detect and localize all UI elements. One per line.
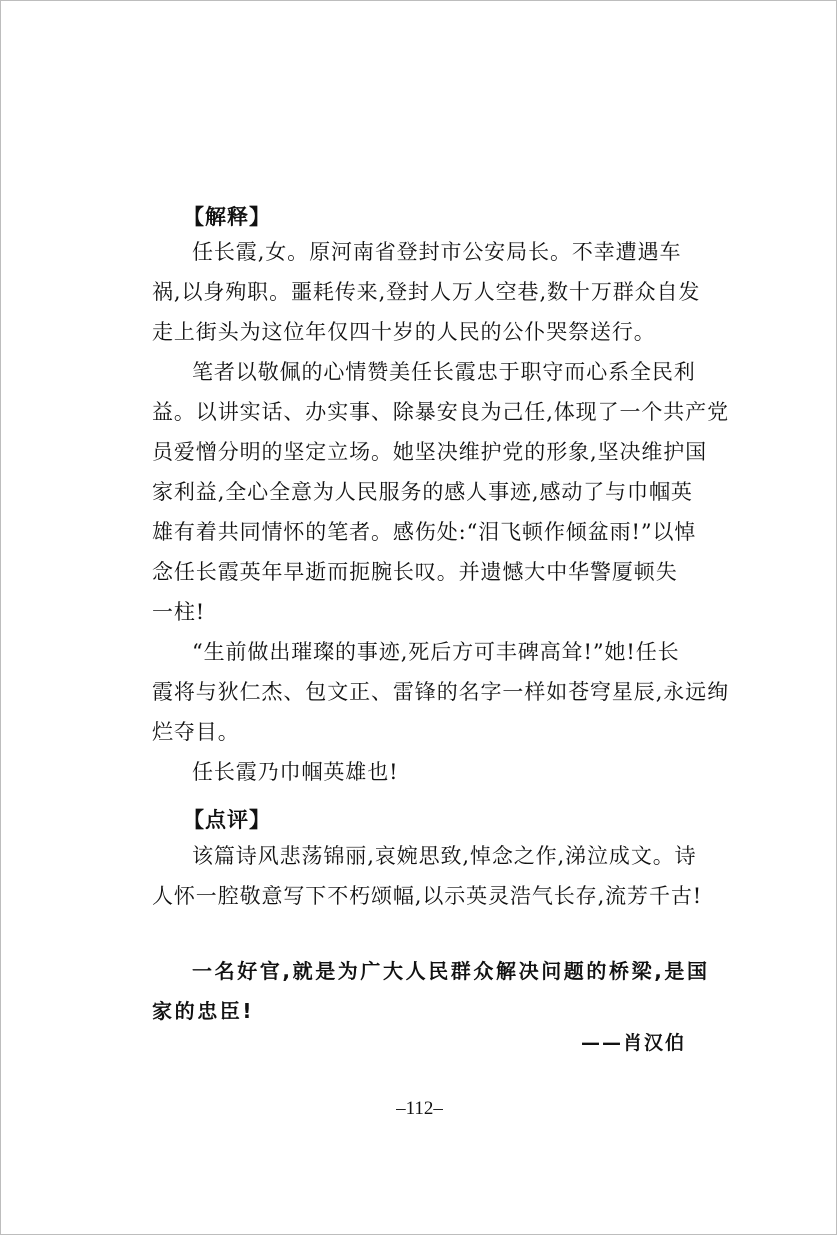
- explanation-line: 笔者以敬佩的心情赞美任长霞忠于职守而心系全民利: [192, 360, 696, 384]
- explanation-line: 一柱!: [152, 600, 206, 624]
- explanation-line: 雄有着共同情怀的笔者。感伤处:“泪飞顿作倾盆雨!”以悼: [152, 520, 697, 544]
- explanation-line: 员爱憎分明的坚定立场。她坚决维护党的形象,坚决维护国: [152, 440, 708, 464]
- quote-line: 一名好官,就是为广大人民群众解决问题的桥梁,是国: [192, 959, 710, 983]
- explanation-line: 烂夺目。: [152, 720, 240, 744]
- explanation-line: 任长霞,女。原河南省登封市公安局长。不幸遭遇车: [192, 240, 682, 264]
- explanation-line: 霞将与狄仁杰、包文正、雷锋的名字一样如苍穹星辰,永远绚: [152, 680, 729, 704]
- explanation-line: 走上街头为这位年仅四十岁的人民的公仆哭祭送行。: [152, 320, 656, 344]
- quote-block: [152, 951, 710, 1031]
- page-number: –112–: [396, 1098, 443, 1119]
- explanation-line: 祸,以身殉职。噩耗传来,登封人万人空巷,数十万群众自发: [152, 280, 701, 304]
- explanation-heading: 【解释】: [183, 205, 271, 229]
- comment-line: 该篇诗风悲荡锦丽,哀婉思致,悼念之作,涕泣成文。诗: [192, 844, 697, 868]
- explanation-line: “生前做出璀璨的事迹,死后方可丰碑高耸!”她!任长: [192, 640, 680, 664]
- explanation-body: [152, 232, 729, 792]
- quote-author: ——肖汉伯: [580, 1032, 686, 1054]
- explanation-line: 念任长霞英年早逝而扼腕长叹。并遗憾大中华警厦顿失: [152, 560, 678, 584]
- explanation-line: 益。以讲实话、办实事、除暴安良为己任,体现了一个共产党: [152, 400, 729, 424]
- quote-line: 家的忠臣!: [152, 999, 255, 1023]
- explanation-line: 任长霞乃巾帼英雄也!: [192, 760, 399, 784]
- comment-body: [152, 836, 703, 916]
- comment-heading: 【点评】: [183, 808, 271, 832]
- explanation-line: 家利益,全心全意为人民服务的感人事迹,感动了与巾帼英: [152, 480, 693, 504]
- comment-line: 人怀一腔敬意写下不朽颂幅,以示英灵浩气长存,流芳千古!: [152, 884, 703, 908]
